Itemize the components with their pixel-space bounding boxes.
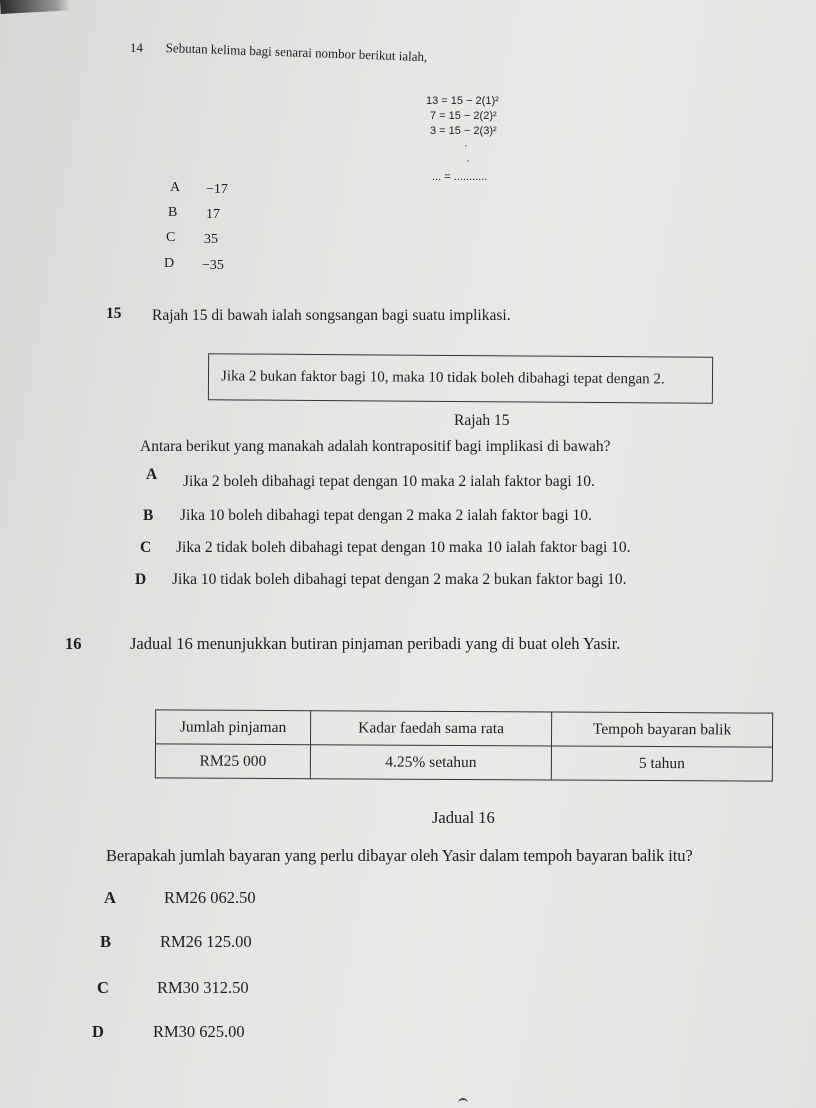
- q15-prompt: Rajah 15 di bawah ialah songsangan bagi suatu implikasi.: [152, 307, 511, 324]
- q16-option-d-letter: D: [92, 1022, 104, 1041]
- q16-option-b-letter: B: [100, 932, 112, 951]
- q15-question: Antara berikut yang manakah adalah kontrapositif bagi implikasi di bawah?: [140, 438, 611, 455]
- q14-option-b-letter: B: [168, 205, 178, 220]
- rajah-15-caption: Rajah 15: [454, 412, 510, 429]
- rajah-15-box: [208, 353, 713, 404]
- q14-option-c-letter: C: [166, 230, 176, 245]
- q14-option-d-letter: D: [164, 256, 175, 271]
- q14-option-a-letter: A: [170, 180, 181, 195]
- q15-option-a-text: Jika 2 boleh dibahagi tepat dengan 10 maka 2 ialah faktor bagi 10.: [183, 473, 595, 490]
- q15-option-d-text: Jika 10 tidak boleh dibahagi tepat dengan 2 maka 2 bukan faktor bagi 10.: [172, 571, 627, 588]
- q14-option-b-text: 17: [206, 207, 220, 222]
- q16-option-c-text: RM30 312.50: [157, 978, 249, 997]
- q14-equation-blank: ... = ...........: [432, 171, 488, 183]
- table-cell: RM25 000: [155, 744, 310, 779]
- table-header-cell: Tempoh bayaran balik: [551, 712, 772, 747]
- table-row: [155, 744, 772, 781]
- q14-equation-3: 3 = 15 − 2(3)²: [430, 125, 497, 137]
- table-cell: 5 tahun: [551, 746, 772, 781]
- jadual-16-table: [155, 709, 773, 781]
- q15-option-b-letter: B: [143, 507, 154, 524]
- jadual-16-caption: Jadual 16: [432, 808, 495, 827]
- q16-number: 16: [65, 634, 82, 653]
- q14-equation-1: 13 = 15 − 2(1)²: [426, 95, 499, 107]
- q14-option-a-text: −17: [206, 182, 228, 197]
- q15-option-c-letter: C: [140, 539, 152, 556]
- q14-option-c-text: 35: [204, 232, 218, 247]
- q16-option-d-text: RM30 625.00: [153, 1022, 245, 1041]
- q15-option-c-text: Jika 2 tidak boleh dibahagi tepat dengan 10 maka 10 ialah faktor bagi 10.: [176, 539, 631, 556]
- q14-equation-2: 7 = 15 − 2(2)²: [430, 110, 497, 122]
- table-cell: 4.25% setahun: [310, 745, 551, 780]
- table-header-cell: Kadar faedah sama rata: [311, 711, 552, 746]
- q16-option-b-text: RM26 125.00: [160, 932, 252, 951]
- q16-prompt: Jadual 16 menunjukkan butiran pinjaman peribadi yang di buat oleh Yasir.: [130, 634, 621, 653]
- rajah-15-text: Jika 2 bukan faktor bagi 10, maka 10 tidak boleh dibahagi tepat dengan 2.: [220, 368, 665, 388]
- q15-option-a-letter: A: [146, 466, 158, 483]
- page-edge-mark: [458, 1098, 468, 1106]
- torn-page-corner: [0, 0, 71, 14]
- table-header-row: [156, 710, 773, 747]
- q14-option-d-text: −35: [202, 258, 224, 273]
- q16-option-c-letter: C: [97, 978, 109, 997]
- q16-option-a-text: RM26 062.50: [164, 888, 256, 907]
- q14-equation-dot-1: ·: [464, 140, 468, 152]
- q16-option-a-letter: A: [104, 888, 116, 907]
- q15-option-b-text: Jika 10 boleh dibahagi tepat dengan 2 maka 2 ialah faktor bagi 10.: [180, 507, 592, 524]
- q15-number: 15: [106, 305, 122, 322]
- q14-prompt: Sebutan kelima bagi senarai nombor berikut ialah,: [165, 40, 428, 65]
- q14-equation-dot-2: ·: [466, 155, 470, 167]
- table-header-cell: Jumlah pinjaman: [156, 710, 311, 745]
- q14-number: 14: [130, 40, 143, 55]
- q16-question: Berapakah jumlah bayaran yang perlu dibayar oleh Yasir dalam tempoh bayaran balik itu?: [106, 846, 693, 865]
- q15-option-d-letter: D: [135, 571, 147, 588]
